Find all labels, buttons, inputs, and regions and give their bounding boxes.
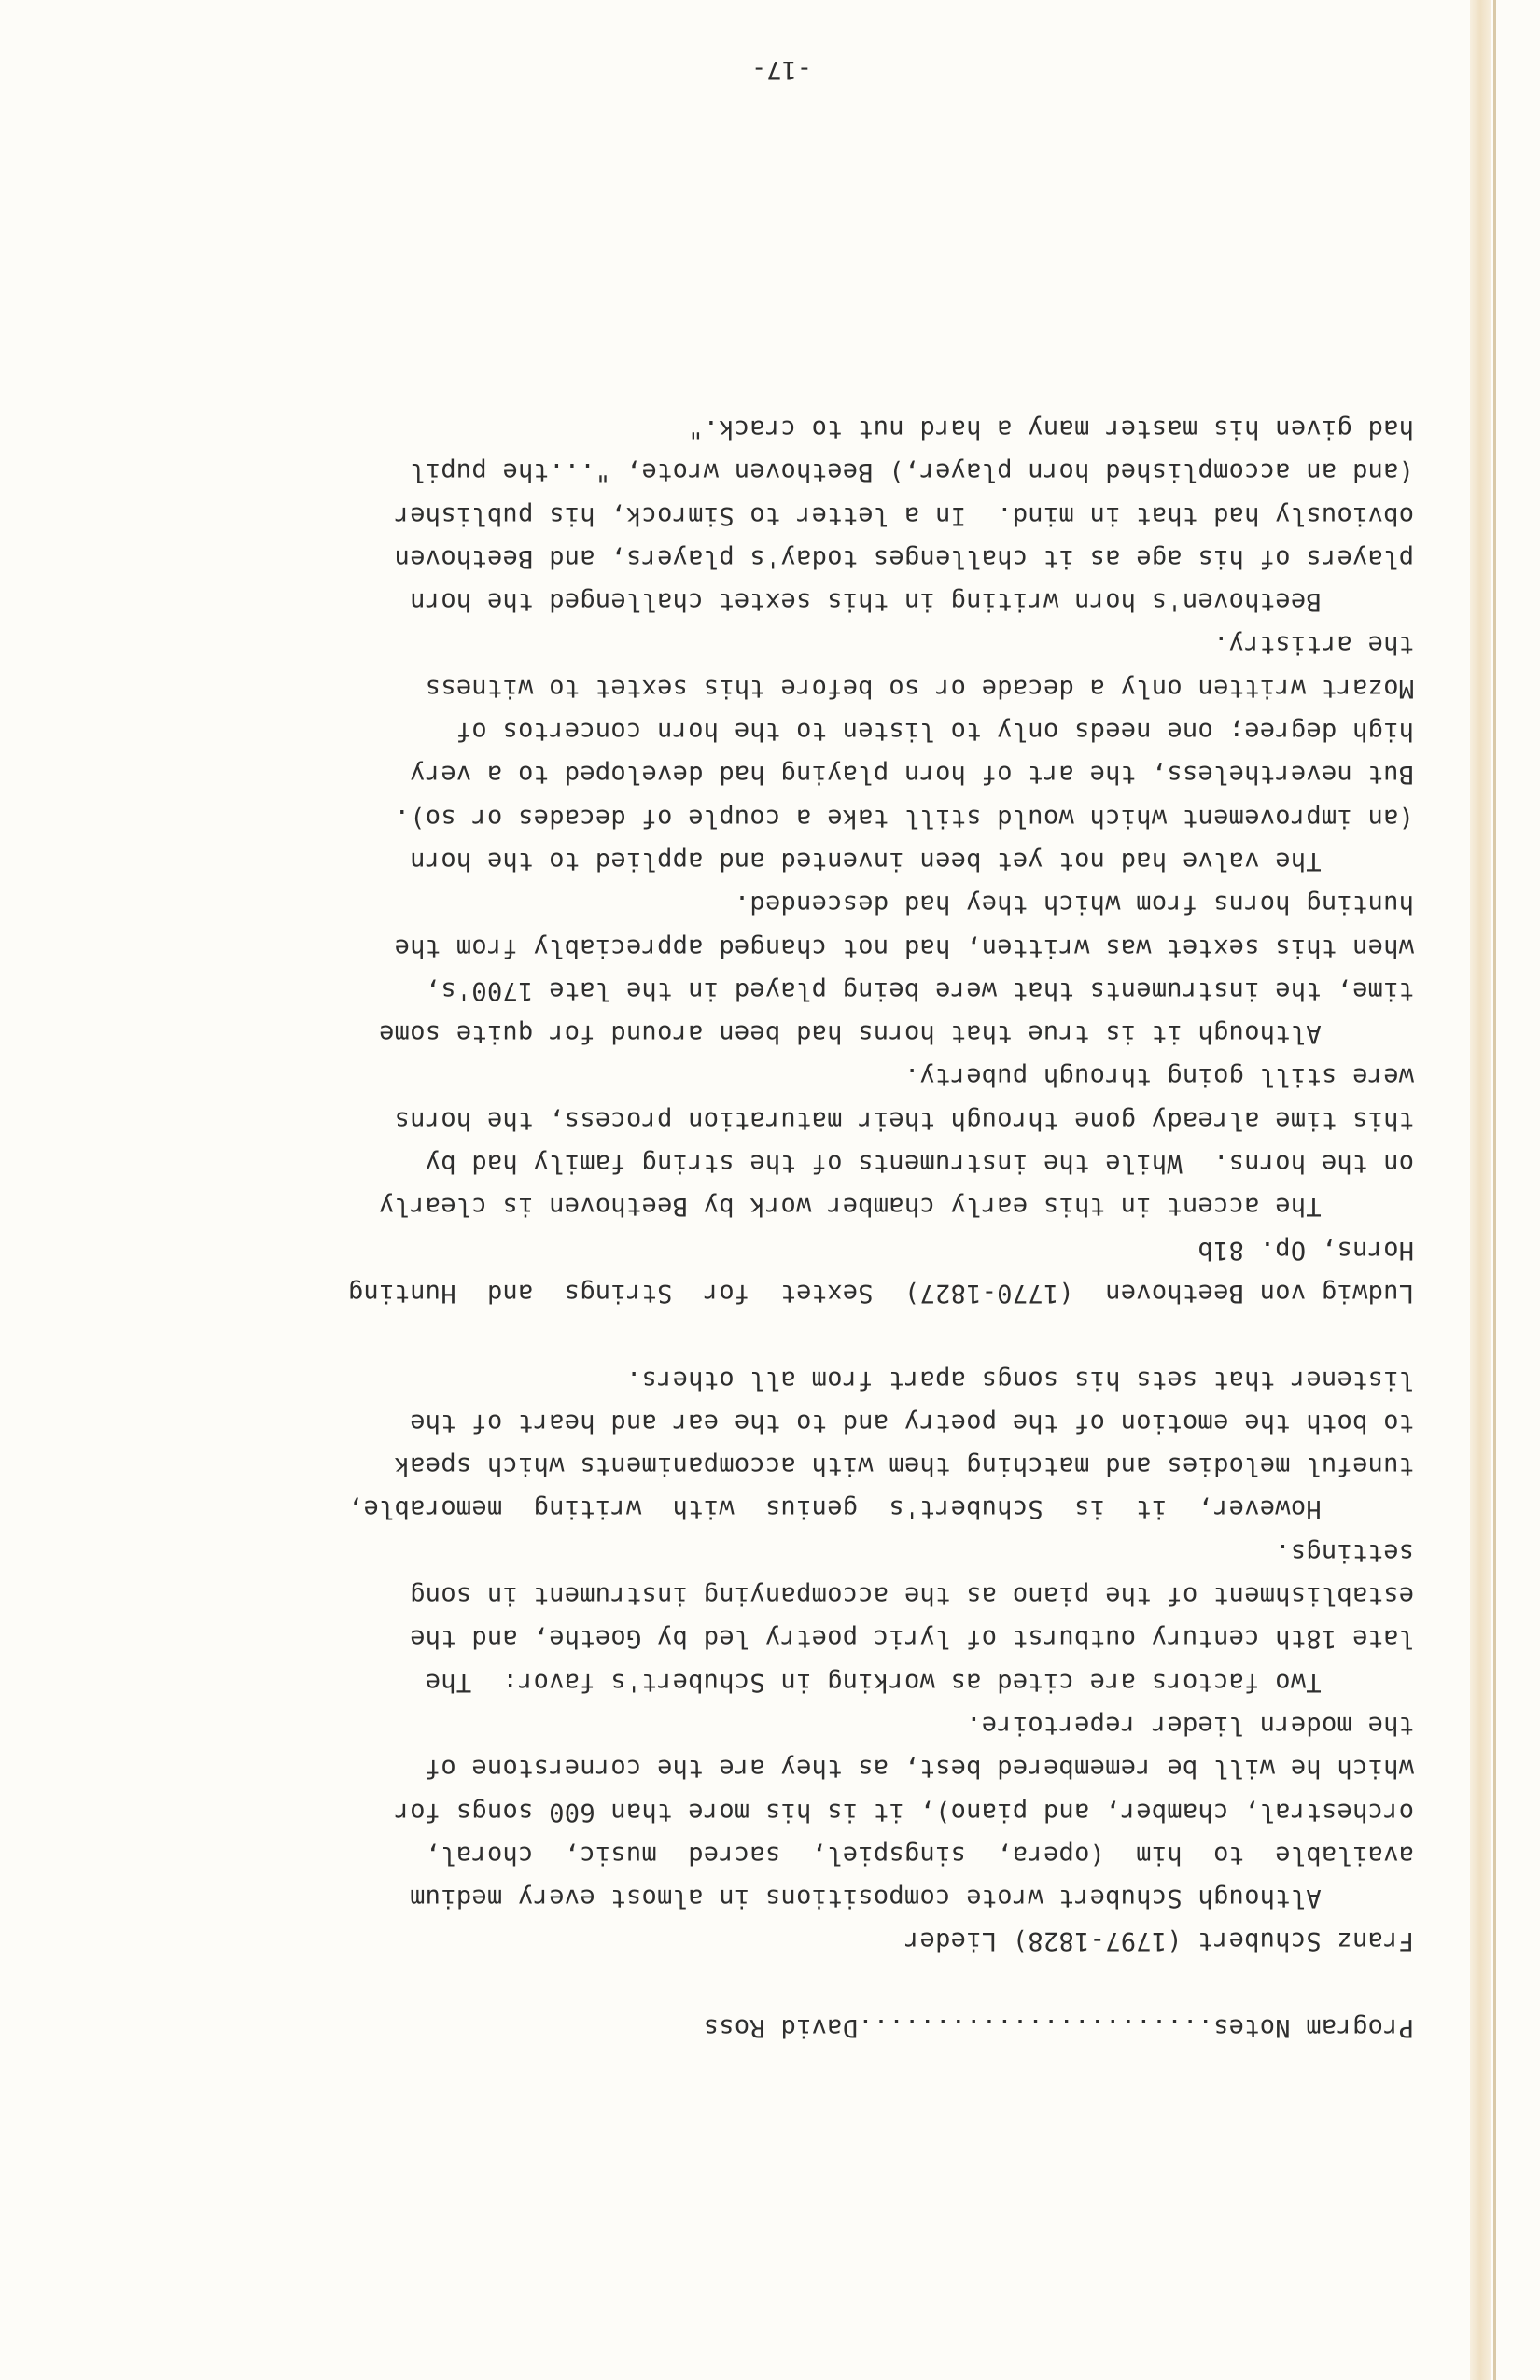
text-line: The valve had not yet been invented and applied to the horn — [409, 846, 1414, 875]
program-notes-label: Program Notes — [1212, 2013, 1414, 2042]
text-line: to both the emotion of the poetry and to the ear and heart of the — [409, 1407, 1414, 1437]
text-line: Although it is true that horns had been around for quite some — [378, 1019, 1414, 1049]
text-line: high degree; one needs only to listen to the horn concertos of — [455, 717, 1414, 747]
text-line: the modern lieder repertoire. — [965, 1710, 1414, 1740]
text-line: Mozart written only a decade or so before this sextet to witness — [425, 673, 1414, 703]
text-line: had given his master many a hard nut to crack." — [687, 414, 1414, 444]
text-line: hunting horns from which they had descended. — [734, 889, 1414, 919]
text-line: establishment of the piano as the accompanying instrument in song — [409, 1581, 1414, 1611]
text-line: when this sextet was written, had not changed appreciably from the — [394, 932, 1414, 962]
text-line: players of his age as it challenges today's players, and Beethoven — [394, 543, 1414, 573]
text-line: available to him (opera, singspiel, sacred music, choral, — [425, 1840, 1414, 1869]
text-line: on the horns. While the instruments of the string family had by — [425, 1149, 1414, 1179]
text-line: obviously had that in mind. In a letter to Simrock, his publisher — [394, 500, 1414, 530]
text-line: Beethoven's horn writing in this sextet challenged the horn — [409, 587, 1414, 617]
text-line: listener that sets his songs apart from all others. — [625, 1365, 1414, 1394]
text-line: But nevertheless, the art of horn playing had developed to a very — [409, 760, 1414, 790]
text-line: The accent in this early chamber work by Beethoven is clearly — [378, 1192, 1414, 1222]
text-line: orchestral, chamber, and piano), it is his more than 600 songs for — [394, 1797, 1414, 1827]
text-line: Two factors are cited as working in Schubert's favor: The — [425, 1667, 1414, 1697]
text-line: (an improvement which would still take a couple of decades or so). — [394, 803, 1414, 833]
section-heading-beethoven-continued: Horns, Op. 81b — [1197, 1235, 1414, 1265]
text-line: the artistry. — [1212, 630, 1414, 660]
author-name: .David Ross — [703, 2013, 874, 2042]
leader-dots: ...................... — [873, 2013, 1213, 2042]
text-line: (and an accomplished horn player,) Beethoven wrote, "...the pupil — [409, 457, 1414, 487]
binding-edge — [1470, 0, 1491, 2380]
text-line: time, the instruments that were being played in the late 1700's, — [425, 975, 1414, 1005]
binding-line — [1493, 0, 1496, 2380]
text-line: this time already gone through their maturation process, the horns — [394, 1105, 1414, 1135]
text-line: late 18th century outburst of lyric poetry led by Goethe, and the — [409, 1624, 1414, 1654]
body-text — [33, 407, 1414, 2049]
page-number: -17- — [750, 55, 812, 84]
section-heading-beethoven: Ludwig von Beethoven (1770-1827) Sextet for Strings and Hunting — [347, 1278, 1414, 1308]
text-line: tuneful melodies and matching them with accompaniments which speak — [394, 1451, 1414, 1481]
text-line: which he will be remembered best, as they are the cornerstone of — [425, 1754, 1414, 1784]
text-line: However, it is Schubert's genius with writing memorable, — [347, 1494, 1414, 1524]
text-line: Although Schubert wrote compositions in almost every medium — [409, 1883, 1414, 1913]
section-heading-schubert: Franz Schubert (1797-1828) Lieder — [903, 1926, 1414, 1956]
text-line: were still going through puberty. — [903, 1062, 1414, 1092]
text-line: settings. — [1275, 1537, 1414, 1567]
